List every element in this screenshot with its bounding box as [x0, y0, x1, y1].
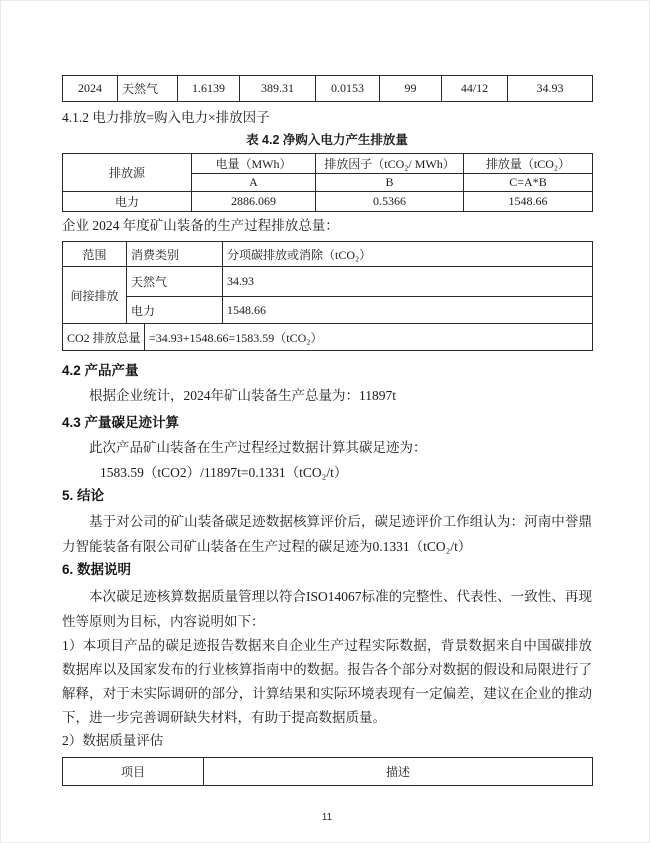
electricity-data-row: [63, 192, 593, 212]
scope-header-range: 范围: [63, 242, 127, 267]
quality-header-item: 项目: [63, 758, 204, 786]
formula-cell-c: C=A*B: [464, 174, 593, 192]
page-number: 11: [321, 812, 333, 823]
electricity-amount-header: 电量（MWh）: [192, 154, 316, 174]
quality-header-row: [63, 758, 593, 786]
scope-gas-category: 天然气: [127, 267, 223, 297]
electricity-source-cell: 电力: [63, 192, 192, 212]
electricity-factor-cell: 0.5366: [316, 192, 464, 212]
fuel-cell-oxidation: 99: [380, 76, 442, 102]
section-412-formula-text: 4.1.2 电力排放=购入电力×排放因子: [62, 110, 270, 125]
formula-cell-b: B: [316, 174, 464, 192]
electricity-emission-table: [62, 153, 593, 212]
fuel-cell-emission: 34.93: [508, 76, 593, 102]
fuel-cell-ncv: 389.31: [240, 76, 316, 102]
scope-emission-table: [62, 241, 593, 324]
para-5-conclusion: 基于对公司的矿山装备碳足迹数据核算评价后，碳足迹评价工作组认为：河南中誉鼎力智能装备有限公司矿山装备在生产过程的碳足迹为0.1331（tCO₂/t）: [62, 514, 592, 554]
scope-header-category: 消费类别: [127, 242, 223, 267]
para-4-3: 此次产品矿山装备在生产过程经过数据计算其碳足迹为：: [89, 440, 427, 455]
table42-caption: 表 4.2 净购入电力产生排放量: [246, 133, 408, 147]
heading-4-2: 4.2 产品产量: [62, 363, 139, 378]
scope-electricity-category: 电力: [127, 297, 223, 324]
co2-total-value: =34.93+1548.66=1583.59（tCO₂）: [145, 324, 593, 351]
fuel-cell-ratio: 44/12: [442, 76, 508, 102]
scope-header-row: [63, 242, 593, 267]
para-6-item2: 2）数据质量评估: [62, 733, 164, 748]
electricity-header-row: [63, 154, 593, 174]
heading-4-3: 4.3 产量碳足迹计算: [62, 415, 180, 430]
fuel-cell-year: 2024: [63, 76, 118, 102]
fuel-emission-table: [62, 75, 593, 102]
electricity-emission-header: 排放量（tCO₂）: [464, 154, 593, 174]
scope-row-electricity: [63, 297, 593, 324]
fuel-cell-type: 天然气: [118, 76, 178, 102]
fuel-table-row: [63, 76, 593, 102]
formula-cell-a: A: [192, 174, 316, 192]
scope-gas-value: 34.93: [223, 267, 593, 297]
heading-5: 5. 结论: [62, 488, 105, 503]
para-6-intro: 本次碳足迹核算数据质量管理以符合ISO14067标准的完整性、代表性、一致性、再现性等原则为目标，内容说明如下：: [62, 589, 592, 629]
electricity-emission-cell: 1548.66: [464, 192, 593, 212]
quality-evaluation-table: [62, 757, 593, 786]
total-emission-lead-text: 企业 2024 年度矿山装备的生产过程排放总量：: [62, 218, 339, 233]
electricity-amount-cell: 2886.069: [192, 192, 316, 212]
scope-header-value: 分项碳排放或消除（tCO₂）: [223, 242, 593, 267]
quality-header-description: 描述: [204, 758, 593, 786]
para-6-item1: 1）本项目产品的碳足迹报告数据来自企业生产过程实际数据，背景数据来自中国碳排放数据库以及国家发布的行业核算指南中的数据。报告各个部分对数据的假设和局限进行了解释，对于未实际调研的部分，计算结果和实际环境表现有一定偏差，建议在企业的推动下，进一步完善调研缺失材料，有助于提高数据质量。: [62, 638, 592, 725]
electricity-factor-header: 排放因子（tCO₂/ MWh）: [316, 154, 464, 174]
scope-total-row-table: [62, 323, 593, 351]
electricity-source-header: 排放源: [63, 154, 192, 192]
heading-6: 6. 数据说明: [62, 562, 132, 577]
para-4-2: 根据企业统计，2024年矿山装备生产总量为：11897t: [89, 388, 396, 403]
fuel-cell-factor: 0.0153: [316, 76, 380, 102]
scope-total-row: [63, 324, 593, 351]
fuel-cell-consumption: 1.6139: [178, 76, 240, 102]
scope-indirect-label: 间接排放: [63, 267, 127, 324]
scope-electricity-value: 1548.66: [223, 297, 593, 324]
scope-row-gas: [63, 267, 593, 297]
co2-total-label: CO2 排放总量: [63, 324, 145, 351]
footprint-formula-text: 1583.59（tCO2）/11897t=0.1331（tCO₂/t）: [100, 465, 348, 480]
